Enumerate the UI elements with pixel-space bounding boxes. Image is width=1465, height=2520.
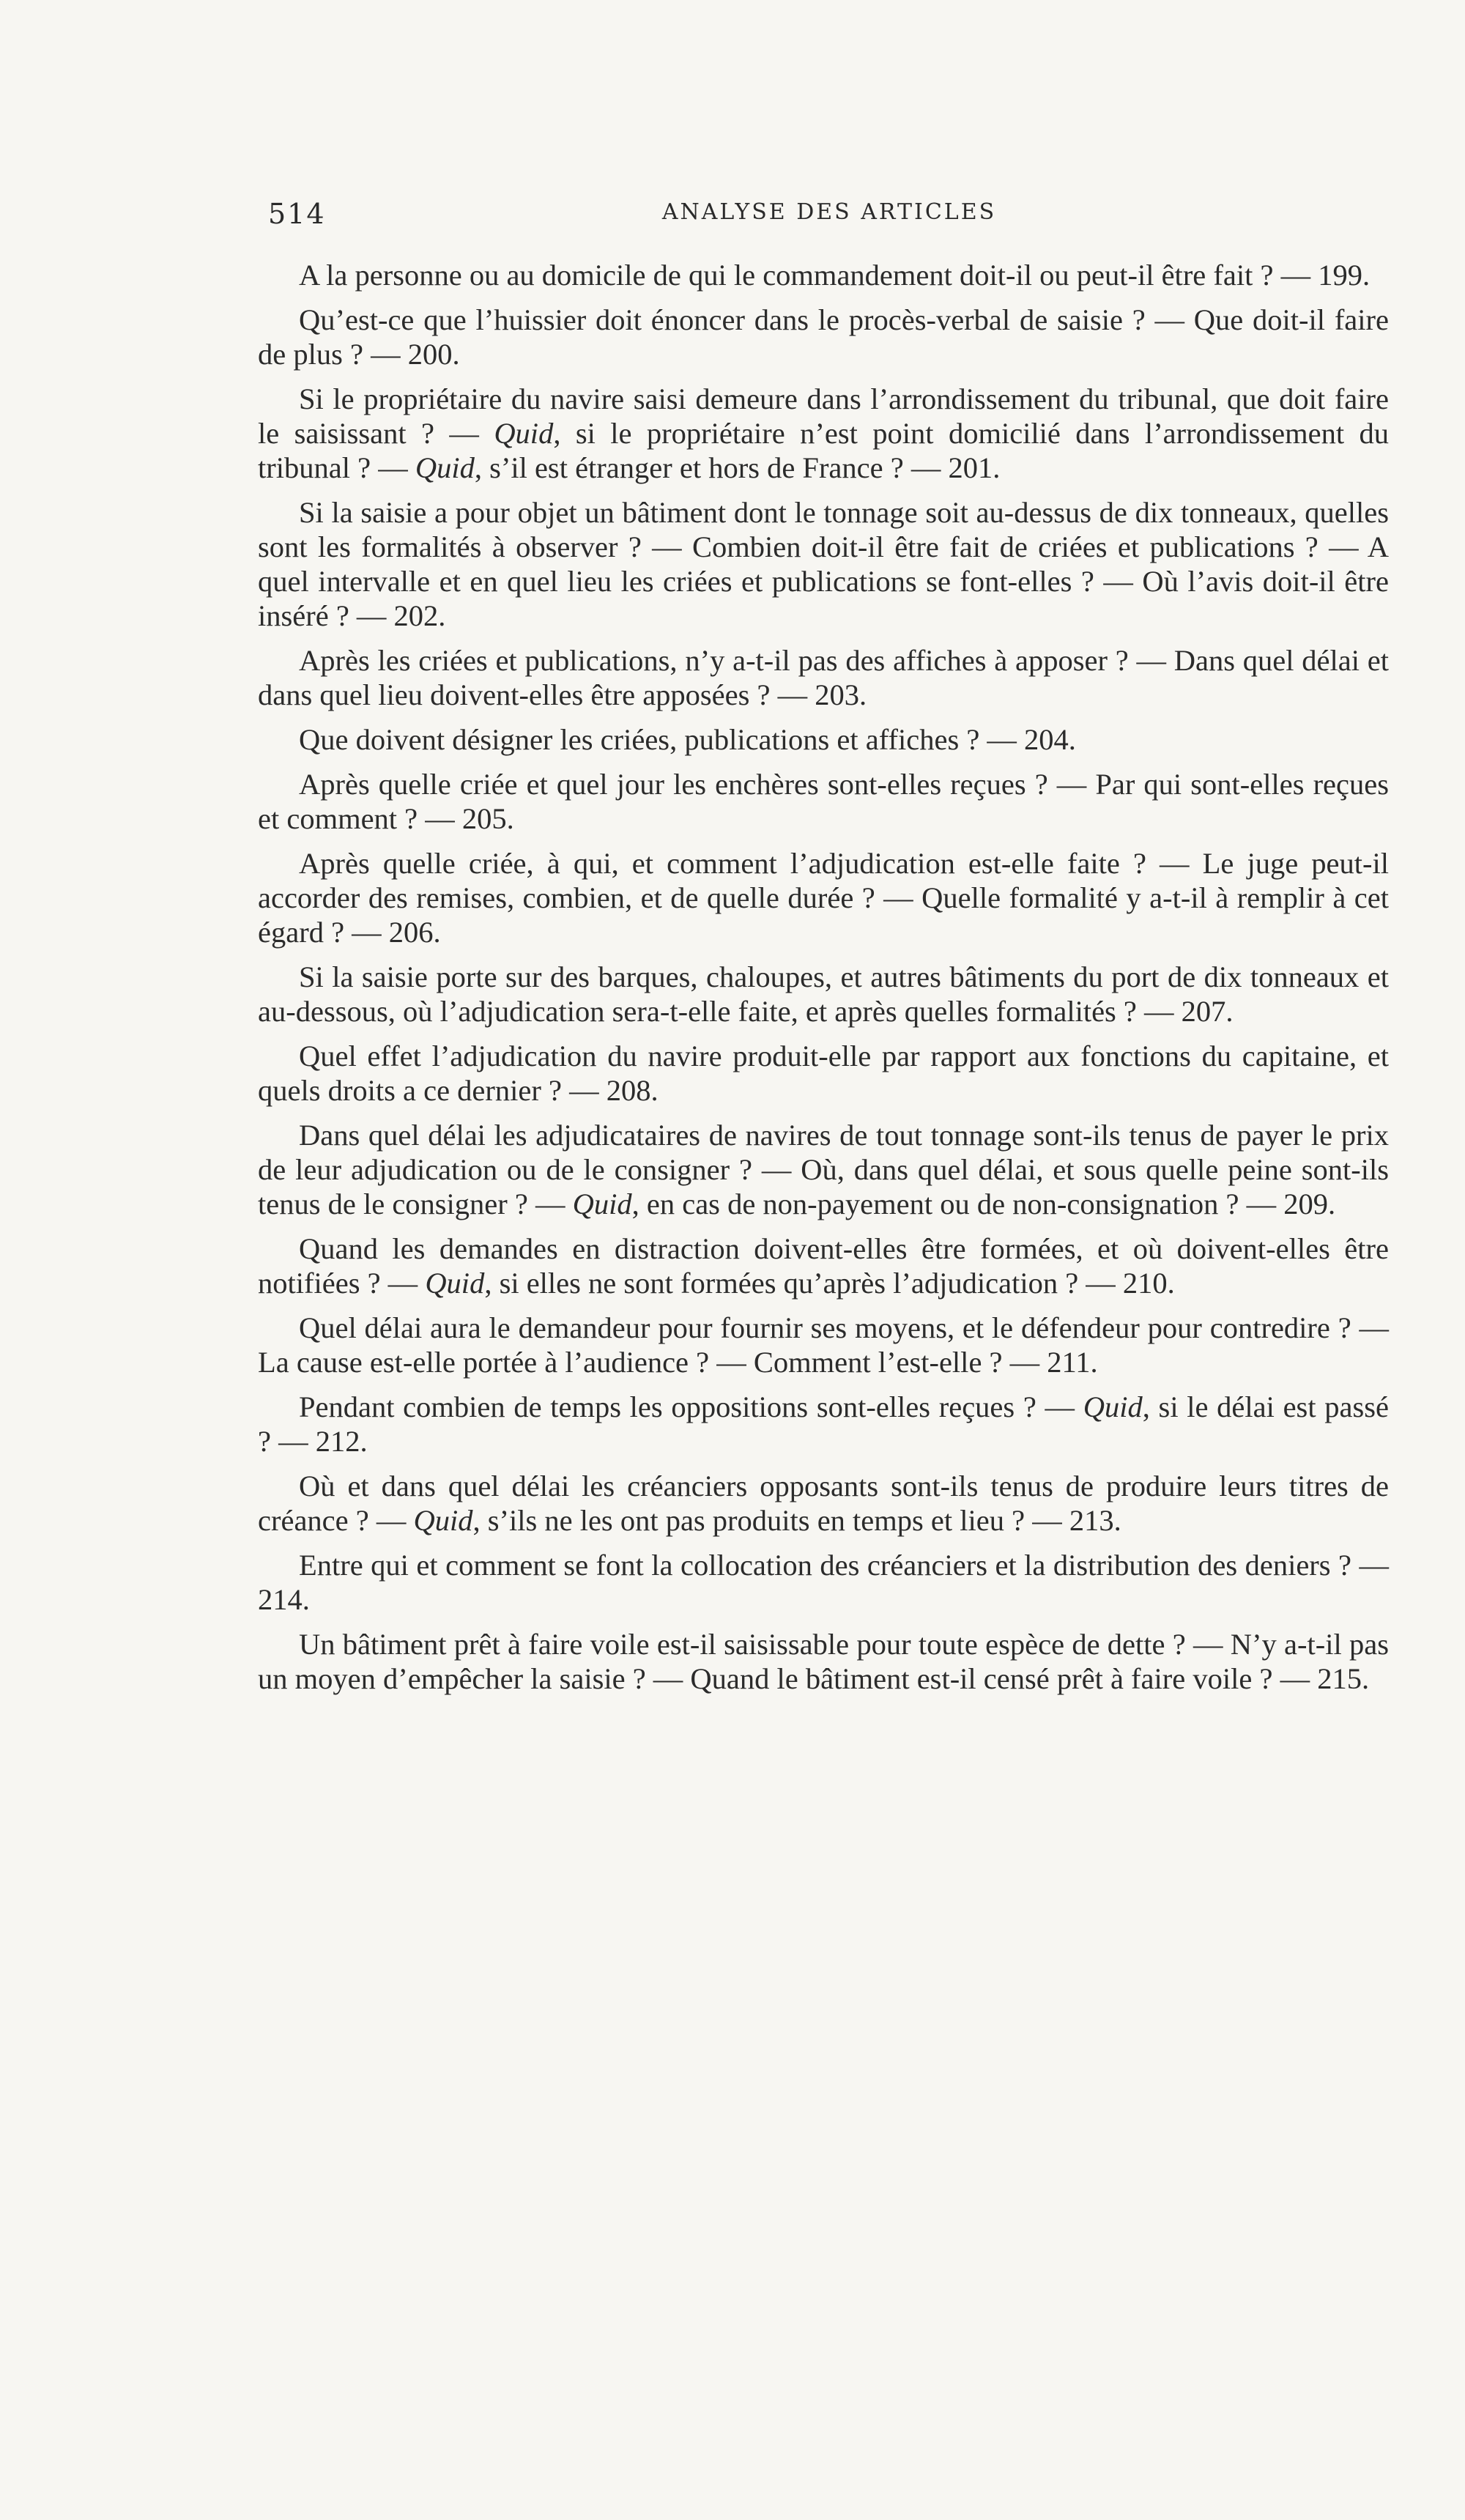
paragraph-text: Quand les demandes en distraction doivent-elles être formées, et où doivent-elles être notifiées ? — (258, 1232, 1389, 1300)
question-paragraph (258, 846, 1389, 949)
question-paragraph (258, 643, 1389, 712)
paragraph-text: Quel effet l’adjudication du navire produit-elle par rapport aux fonctions du capitaine, et quels droits a ce dernier ? — 208. (258, 1040, 1389, 1107)
body-text (258, 258, 1389, 1706)
paragraph-text: , si le propriétaire n’est point domicilié dans l’arrondissement du tribunal ? — (258, 417, 1390, 484)
paragraph-text: , en cas de non-payement ou de non-consignation ? — 209. (631, 1187, 1336, 1220)
paragraph-text: Où et dans quel délai les créanciers opposants sont-ils tenus de produire leurs titres de créance ? — (258, 1470, 1389, 1537)
question-paragraph (258, 382, 1389, 485)
question-paragraph (258, 1039, 1389, 1108)
paragraph-text: Un bâtiment prêt à faire voile est-il saisissable pour toute espèce de dette ? — N’y a-t-il pas un moyen d’empêcher la saisie ? — Quand le bâtiment est-il censé prêt à faire voile ? — 215. (258, 1628, 1389, 1695)
paragraph-text: Si la saisie porte sur des barques, chaloupes, et autres bâtiments du port de dix tonneaux et au-dessous, où l’adjudication sera-t-elle faite, et après quelles formalités ? — 207. (258, 960, 1389, 1028)
paragraph-text: Entre qui et comment se font la collocation des créanciers et la distribution des deniers ? — 214. (258, 1549, 1389, 1616)
italic-term: Quid (572, 1187, 632, 1220)
question-paragraph (258, 960, 1389, 1029)
italic-term: Quid (1083, 1390, 1143, 1423)
question-paragraph (258, 767, 1389, 836)
paragraph-text: Après quelle criée, à qui, et comment l’adjudication est-elle faite ? — Le juge peut-il accorder des remises, combien, et de quelle durée ? — Quelle formalité y a-t-il à remplir à cet égard ? — 206. (258, 847, 1389, 949)
paragraph-text: Pendant combien de temps les oppositions sont-elles reçues ? — (299, 1390, 1083, 1423)
italic-term: Quid (413, 1504, 473, 1537)
page-header (258, 198, 1401, 242)
page-number: 514 (268, 198, 326, 230)
paragraph-text: A la personne ou au domicile de qui le commandement doit-il ou peut-il être fait ? — 199. (299, 259, 1371, 292)
question-paragraph (258, 1469, 1389, 1538)
question-paragraph (258, 722, 1389, 757)
paragraph-text: Qu’est-ce que l’huissier doit énoncer dans le procès-verbal de saisie ? — Que doit-il faire de plus ? — 200. (258, 303, 1389, 371)
question-paragraph (258, 258, 1389, 292)
running-title: ANALYSE DES ARTICLES (661, 199, 997, 225)
question-paragraph (258, 1231, 1389, 1300)
question-paragraph (258, 1390, 1389, 1459)
question-paragraph (258, 303, 1389, 371)
paragraph-text: Si le propriétaire du navire saisi demeure dans l’arrondissement du tribunal, que doit faire le saisissant ? — (258, 382, 1389, 450)
question-paragraph (258, 1118, 1389, 1221)
italic-term: Quid (425, 1267, 485, 1300)
paragraph-text: Quel délai aura le demandeur pour fournir ses moyens, et le défendeur pour contredire ? — La cause est-elle portée à l’audience ? — Comment l’est-elle ? — 211. (258, 1311, 1389, 1379)
paragraph-text: Après quelle criée et quel jour les enchères sont-elles reçues ? — Par qui sont-elles reçues et comment ? — 205. (258, 768, 1389, 835)
question-paragraph (258, 495, 1389, 633)
question-paragraph (258, 1548, 1389, 1617)
italic-term: Quid (415, 451, 475, 484)
question-paragraph (258, 1627, 1389, 1696)
paragraph-text: , si le délai est passé ? — 212. (258, 1390, 1389, 1458)
question-paragraph (258, 1311, 1389, 1379)
paragraph-text: , si elles ne sont formées qu’après l’adjudication ? — 210. (484, 1267, 1175, 1300)
italic-term: Quid (494, 417, 554, 450)
paragraph-text: Après les criées et publications, n’y a-t-il pas des affiches à apposer ? — Dans quel délai et dans quel lieu doivent-elles être apposées ? — 203. (258, 644, 1389, 711)
paragraph-text: Si la saisie a pour objet un bâtiment dont le tonnage soit au-dessus de dix tonneaux, quelles sont les formalités à observer ? — Combien doit-il être fait de criées et publications ? — A quel intervalle et en quel lieu les criées et publications se font-elles ? — Où l’avis doit-il être inséré ? — 202. (258, 496, 1389, 632)
paragraph-text: Que doivent désigner les criées, publications et affiches ? — 204. (299, 723, 1076, 756)
paragraph-text: , s’ils ne les ont pas produits en temps et lieu ? — 213. (472, 1504, 1121, 1537)
paragraph-text: , s’il est étranger et hors de France ? — 201. (474, 451, 1001, 484)
paragraph-text: Dans quel délai les adjudicataires de navires de tout tonnage sont-ils tenus de payer le prix de leur adjudication ou de le consigner ? — Où, dans quel délai, et sous quelle peine sont-ils tenus de le consigner ? — (258, 1119, 1389, 1220)
